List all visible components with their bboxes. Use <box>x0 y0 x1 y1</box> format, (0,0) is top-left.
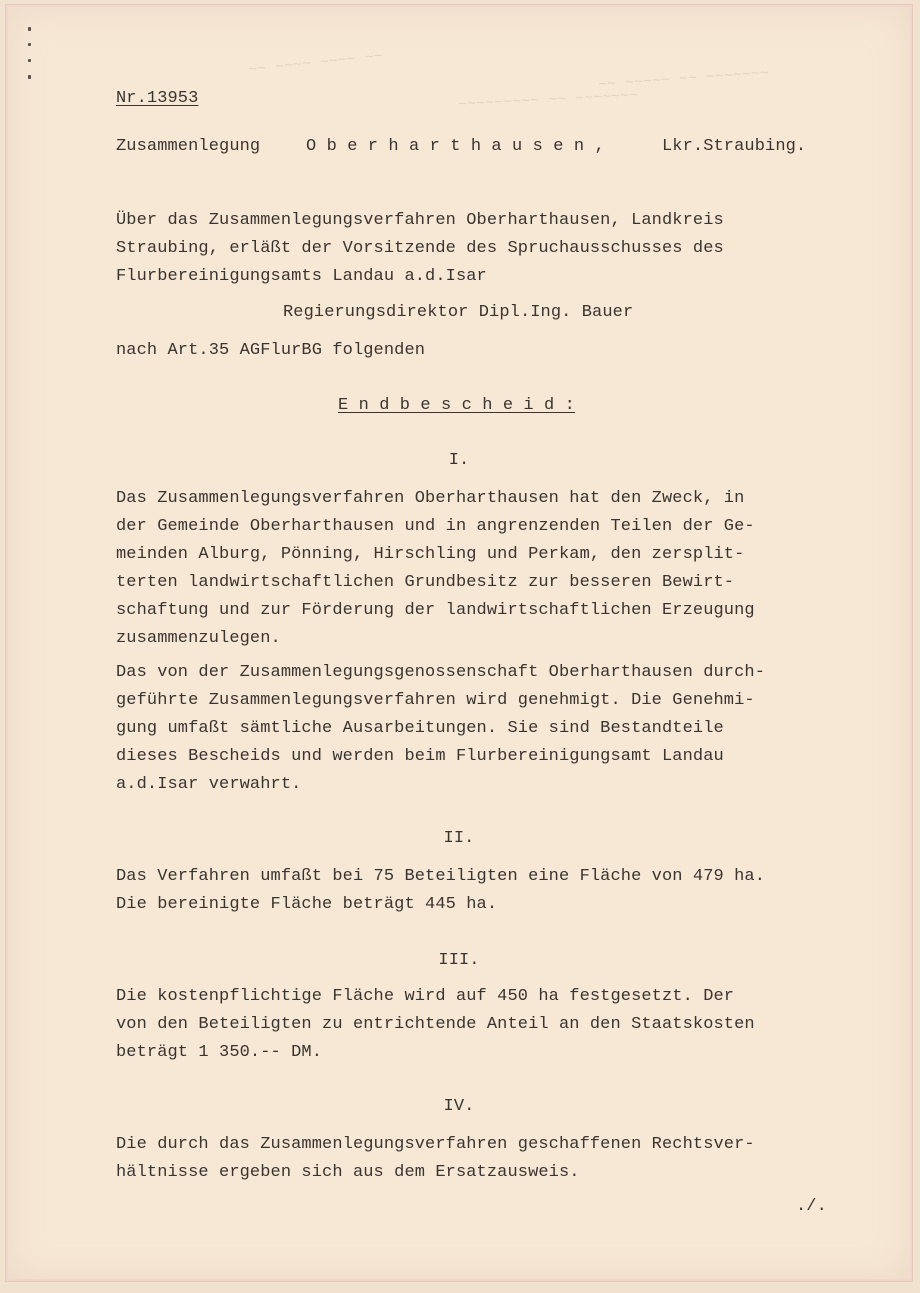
section-4-line: Die durch das Zusammenlegungsverfahren geschaffenen Rechtsver- <box>116 1135 755 1154</box>
subject-place: O b e r h a r t h a u s e n , <box>306 137 605 156</box>
legal-basis: nach Art.35 AGFlurBG folgenden <box>116 341 426 360</box>
section-1-line: zusammenzulegen. <box>116 629 281 648</box>
staple-mark <box>28 75 31 79</box>
section-4-line: hältnisse ergeben sich aus dem Ersatzausweis. <box>116 1163 580 1182</box>
section-3-line: von den Beteiligten zu entrichtende Anteil an den Staatskosten <box>116 1015 755 1034</box>
section-2-line: Die bereinigte Fläche beträgt 445 ha. <box>116 895 498 914</box>
intro-line: Straubing, erläßt der Vorsitzende des Spruchausschusses des <box>116 239 724 258</box>
staple-mark <box>28 43 31 46</box>
section-3-line: beträgt 1 350.-- DM. <box>116 1043 323 1062</box>
section-1-line: geführte Zusammenlegungsverfahren wird genehmigt. Die Genehmi- <box>116 691 755 710</box>
section-numeral-4: IV. <box>443 1097 475 1116</box>
bleed-through-mark: ~~ ~~~~~ ~~ ~~~~~~~ <box>597 65 770 94</box>
section-numeral-2: II. <box>443 829 475 848</box>
section-1-line: der Gemeinde Oberharthausen und in angrenzenden Teilen der Ge- <box>116 517 755 536</box>
section-1-line: schaftung und zur Förderung der landwirtschaftlichen Erzeugung <box>116 601 755 620</box>
decision-heading: E n d b e s c h e i d : <box>338 396 575 415</box>
section-1-line: Das Zusammenlegungsverfahren Oberharthausen hat den Zweck, in <box>116 489 745 508</box>
subject-district: Lkr.Straubing. <box>662 137 807 156</box>
section-1-line: gung umfaßt sämtliche Ausarbeitungen. Sie sind Bestandteile <box>116 719 724 738</box>
section-1-line: meinden Alburg, Pönning, Hirschling und Perkam, den zersplit- <box>116 545 745 564</box>
section-numeral-3: III. <box>438 951 480 970</box>
bleed-through-mark: ~~~~~~~~~ ~~ ~~~~~~~ <box>457 87 639 114</box>
official-name: Regierungsdirektor Dipl.Ing. Bauer <box>283 303 634 322</box>
staple-mark <box>28 27 31 31</box>
section-1-line: a.d.Isar verwahrt. <box>116 775 302 794</box>
intro-line: Flurbereinigungsamts Landau a.d.Isar <box>116 267 487 286</box>
intro-line: Über das Zusammenlegungsverfahren Oberharthausen, Landkreis <box>116 211 724 230</box>
section-1-line: Das von der Zusammenlegungsgenossenschaft Oberharthausen durch- <box>116 663 766 682</box>
section-3-line: Die kostenpflichtige Fläche wird auf 450 ha festgesetzt. Der <box>116 987 735 1006</box>
continuation-mark: ./. <box>796 1197 827 1216</box>
subject-left: Zusammenlegung <box>116 137 261 156</box>
staple-mark <box>28 59 31 62</box>
bleed-through-mark: ~~ ~~~~ ~~~~ ~~ <box>247 47 384 80</box>
section-1-line: dieses Bescheids und werden beim Flurbereinigungsamt Landau <box>116 747 724 766</box>
section-2-line: Das Verfahren umfaßt bei 75 Beteiligten eine Fläche von 479 ha. <box>116 867 766 886</box>
section-numeral-1: I. <box>448 451 470 470</box>
document-page <box>6 5 912 1281</box>
file-number: Nr.13953 <box>116 89 199 108</box>
section-1-line: terten landwirtschaftlichen Grundbesitz zur besseren Bewirt- <box>116 573 735 592</box>
